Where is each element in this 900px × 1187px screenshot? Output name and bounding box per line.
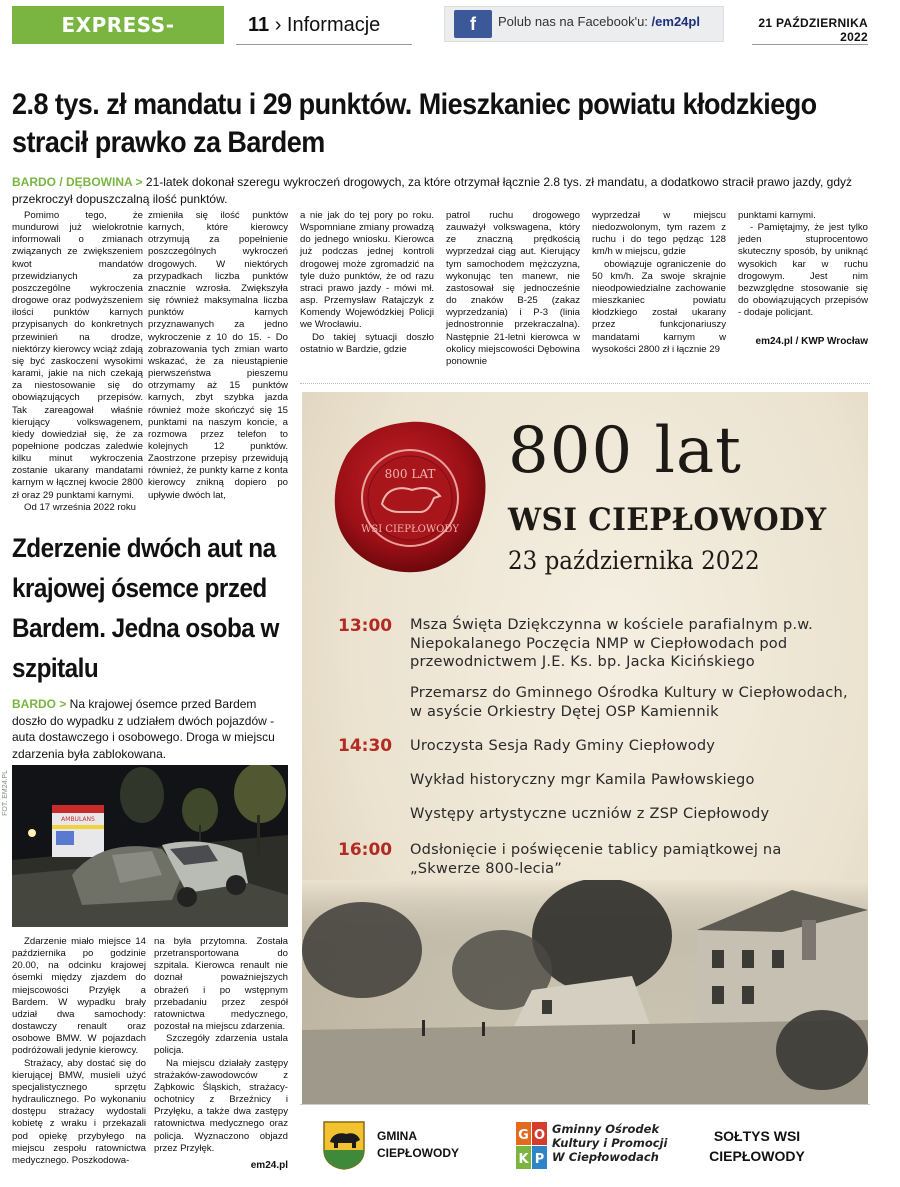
event-time: 13:00 bbox=[338, 616, 393, 636]
gok-letter: G bbox=[518, 1128, 529, 1143]
issue-date: 21 PAŹDZIERNIKA 2022 bbox=[758, 16, 868, 44]
seal-top-text: 800 LAT bbox=[384, 467, 436, 481]
article2-column-2 bbox=[154, 936, 288, 1166]
article2-headline: Zderzenie dwóch aut na krajowej ósemce przed Bardem. Jedna osoba w szpitalu bbox=[12, 533, 279, 683]
event-time: 14:30 bbox=[338, 736, 393, 756]
paragraph: Strażacy, aby dostać się do kierującej BMW, musieli użyć specjalistycznego sprzętu hydraulicznego. Po wykonaniu dostępu strażacy wydostali kobietę z wraku i przekazali pod opiekę przybyłego na miejscu zespołu ratownictwa medycznego. Poszkodowa- bbox=[12, 1057, 146, 1166]
event-item: Msza Święta Dziękczynna w kościele parafialnym p.w. Niepokalanego Poczęcia NMP w Ciepłowodach pod przewodnictwem J.E. Ks. bp. Jacka Kicińskiego bbox=[410, 616, 813, 670]
footer-divider bbox=[300, 1104, 870, 1105]
gok-letter: O bbox=[533, 1128, 546, 1143]
gok-name-line1: Gminny Ośrodek bbox=[552, 1122, 660, 1136]
event-item: Uroczysta Sesja Rady Gminy Ciepłowody bbox=[410, 737, 716, 754]
paragraph: - Pamiętajmy, że jest tylko jeden stuprocentowo skuteczny sposób, by uniknąć wysokich kar w ruchu drogowym. Jest nim bezwzględne stosowanie się do obowiązujących przepisów - dodaje policjant. bbox=[738, 222, 868, 319]
article1-lead-text: 21-latek dokonał szeregu wykroczeń drogowych, za które otrzymał łącznie 2.8 tys. zł mandatu, a dodatkowo stracił prawo jazdy, gdyż przekroczył dopuszczalną ilość punktów. bbox=[12, 175, 853, 206]
accident-scene-illustration bbox=[12, 765, 288, 927]
article1-headline: 2.8 tys. zł mandatu i 29 punktów. Mieszkaniec powiatu kłodzkiego stracił prawko za Bardem bbox=[12, 88, 817, 159]
paragraph: zmieniła się ilość punktów karnych, które kierowcy otrzymują za popełnienie poszczególnych wykroczeń drogowych. W niektórych przypadkach liczba punktów znacznie wzrosła. Zwiększyła się również maksymalna liczba punktów karnych przyznawanych za jedno wykroczenie z 10 do 15. - Do zobrazowania tych zmian warto wskazać, że za nieustąpienie pierwszeństwa pieszemu otrzymamy aż 15 punktów karnych, zbyt szybka jazda również może skończyć się 15 punktami na naszym koncie, a rozmowa przez telefon to kolejnych 12 punktów. Zaostrzone przepisy przewidują również, że punkty karne z konta kierowcy znikną dopiero po upływie dwóch lat, bbox=[148, 210, 288, 501]
article1-column-3 bbox=[300, 210, 434, 375]
poster-date: 23 października 2022 bbox=[508, 546, 760, 575]
gmina-coat-of-arms-icon bbox=[322, 1120, 366, 1170]
paragraph: obowiązuje ograniczenie do 50 km/h. Za swoje skrajnie nieodpowiedzialne zachowanie mieszkaniec powiatu kłodzkiego został ukarany przez funkcjonariuszy mandatami karnym w wysokości 2800 zł i łącznie 29 bbox=[592, 258, 726, 355]
soltys-line1: SOŁTYS WSI bbox=[713, 1128, 801, 1144]
facebook-label: Polub nas na Facebook'u: bbox=[498, 14, 648, 29]
gok-logo-icon bbox=[516, 1122, 548, 1170]
article1-lead bbox=[12, 174, 872, 208]
paragraph: Od 17 września 2022 roku bbox=[24, 501, 136, 513]
gmina-label bbox=[377, 1128, 459, 1162]
poster-headline: 800 lat bbox=[508, 414, 742, 488]
gmina-label-line1: GMINA bbox=[377, 1129, 417, 1143]
gok-name-line3: W Ciepłowodach bbox=[552, 1150, 659, 1164]
photo-credit: FOT. EM24.PL bbox=[2, 770, 9, 816]
article2-column-1 bbox=[12, 936, 146, 1176]
gok-name bbox=[552, 1122, 667, 1164]
seal-bottom-text: WSI CIEPŁOWODY bbox=[361, 524, 459, 535]
article1-kicker: BARDO / DĘBOWINA > bbox=[12, 175, 143, 189]
article2-lead-text: Na krajowej ósemce przed Bardem doszło do wypadku z udziałem dwóch pojazdów - auta dostawczego i osobowego. Droga w miejscu zdarzenia była zablokowana. bbox=[12, 697, 275, 761]
event-item: Przemarsz do Gminnego Ośrodka Kultury w Ciepłowodach, w asyście Orkiestry Dętej OSP Kamiennik bbox=[410, 684, 848, 720]
section-name: › Informacje bbox=[274, 14, 381, 36]
date-divider bbox=[752, 44, 868, 45]
wax-seal-icon bbox=[330, 416, 490, 576]
gmina-label-line2: CIEPŁOWODY bbox=[377, 1146, 460, 1160]
event-time: 16:00 bbox=[338, 840, 393, 860]
paragraph: a nie jak do tej pory po roku. Wspomniane zmiany prowadzą do jednego wniosku. Kierowca już podczas jednej kontroli drogowej może zgromadzić na tyle dużo punktów, że od razu straci prawo jazdy - mówi mł. asp. Przemysław Ratajczyk z Komendy Wojewódzkiej Policji we Wrocławiu. bbox=[300, 210, 434, 331]
paragraph: Do takiej sytuacji doszło ostatnio w Bardzie, gdzie bbox=[300, 331, 434, 355]
ambulance-label: AMBULANS bbox=[61, 816, 95, 823]
soltys-label bbox=[694, 1126, 820, 1166]
paragraph: Zdarzenie miało miejsce 14 października po godzinie 20.00, na odcinku krajowej ósemki między zjazdem do miejscowości Przyłęk a Bardem. W wypadku brały udział dwa samochody: dostawczy renault oraz osobowe BMW. W pojazdach podróżowali jedynie kierowcy. bbox=[12, 936, 146, 1057]
article1-column-4 bbox=[446, 210, 580, 375]
paragraph: punktami karnymi. bbox=[738, 210, 816, 221]
gok-name-line2: Kultury i Promocji bbox=[552, 1136, 668, 1150]
paragraph: Szczegóły zdarzenia ustala policja. bbox=[154, 1033, 288, 1057]
site-brand[interactable]: EXPRESS-MIEJSKI.PL bbox=[12, 6, 224, 44]
event-item: Wykład historyczny mgr Kamila Pawłowskiego bbox=[410, 771, 755, 788]
article1-column-5 bbox=[592, 210, 726, 375]
article2-lead bbox=[12, 696, 290, 762]
event-item: Występy artystyczne uczniów z ZSP Ciepłowody bbox=[410, 805, 770, 822]
event-item: Odsłonięcie i poświęcenie tablicy pamiątkowej na „Skwerze 800-lecia” bbox=[410, 841, 782, 877]
paragraph: Pomimo tego, że mundurowi już wielokrotnie informowali o zmianach związanych ze zwiększeniem kwot mandatów przewidzianych za poszczególne wykroczenia drogowe oraz podwyższeniem ilości punktów karnych przypisanych do konkretnych przewinień na drodze, niektórzy kierowcy wciąż zdają się być zaskoczeni wysokimi karami, jakie na nich czekają za niestosowanie się do obowiązujących przepisów. Tak zareagował właśnie kierujący volkswagenem, kiedy dowiedział się, że za popełnione podczas zaledwie kilku minut wykroczenia zostanie ukarany mandatami karnym w łącznej kwocie 2800 zł oraz 29 punktami karnymi. bbox=[12, 210, 143, 501]
paragraph: wyprzedzał w miejscu niedozwolonym, tym razem z ruchu i do tego pędząc 128 km/h w miejscu, gdzie bbox=[592, 210, 726, 258]
paragraph: patrol ruchu drogowego zauważył volkswagena, który ze znaczną prędkością wyprzedzał ciąg aut. Kierujący tym samochodem mężczyzna, wykonując ten manewr, nie zastosował się jednocześnie do znaków B-25 (zakaz wyprzedzania) i P-3 (linia jednostronnie przekraczalna). Następnie 21-letni kierowca w okolicy miejscowości Dębowina ponownie bbox=[446, 210, 580, 367]
section-divider bbox=[300, 383, 870, 384]
article1-credit: em24.pl / KWP Wrocław bbox=[755, 336, 868, 347]
article1-column-2 bbox=[148, 210, 288, 510]
paragraph: Na miejscu działały zastępy strażaków-zawodowców z Ząbkowic Śląskich, strażacy-ochotnicy z Brzeźnicy i Przyłęku, a także dwa zastępy ratownictwa medycznego oraz policja. Wyznaczono objazd przez Przyłęk. bbox=[154, 1057, 288, 1154]
gok-letter: P bbox=[534, 1152, 545, 1167]
facebook-like-icon[interactable]: f bbox=[454, 10, 492, 38]
facebook-text[interactable] bbox=[498, 14, 700, 29]
poster-subhead: WSI CIEPŁOWODY bbox=[508, 502, 827, 538]
accident-photo bbox=[12, 765, 288, 927]
paragraph: na była przytomna. Została przetransportowana do szpitala. Kierowca renault nie doznał poważniejszych obrażeń i po wstępnym przebadaniu przez zespół ratownictwa medycznego, pozostał na miejscu zdarzenia. bbox=[154, 936, 288, 1033]
article1-column-6 bbox=[738, 210, 868, 340]
article2-credit: em24.pl bbox=[250, 1160, 288, 1171]
header-divider bbox=[236, 44, 412, 45]
facebook-handle[interactable]: /em24pl bbox=[651, 14, 700, 29]
historic-village-photo bbox=[302, 880, 868, 1104]
page-section bbox=[248, 12, 380, 38]
article1-column-1 bbox=[12, 210, 143, 513]
soltys-line2: CIEPŁOWODY bbox=[709, 1148, 805, 1164]
page-number: 11 bbox=[248, 14, 270, 36]
gok-letter: K bbox=[518, 1152, 529, 1167]
article2-kicker: BARDO > bbox=[12, 697, 67, 711]
